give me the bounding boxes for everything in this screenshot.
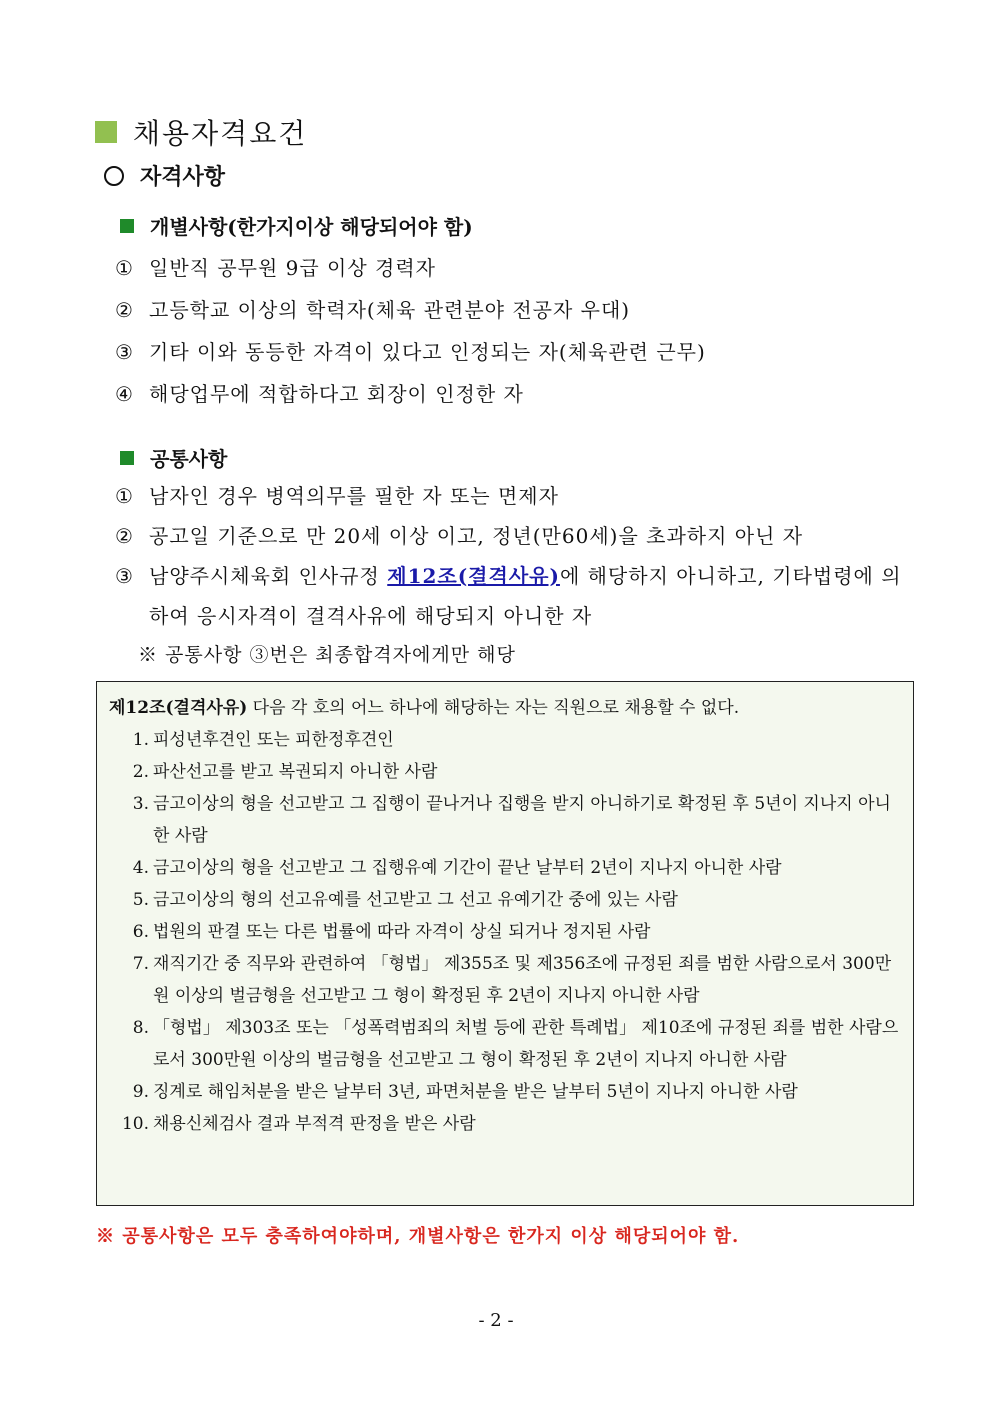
article-item <box>109 1108 899 1140</box>
individual-item <box>115 290 905 330</box>
article-item-number: 2. <box>132 762 149 782</box>
article-item-text: 금고이상의 형을 선고받고 그 집행이 끝나거나 집행을 받지 아니하기로 확정된 후 5년이 지나지 아니한 사람 <box>153 794 891 846</box>
item-number: ② <box>115 524 134 548</box>
article-item-text: 피성년후견인 또는 피한정후견인 <box>153 730 394 750</box>
article-item <box>109 916 899 948</box>
individual-heading <box>120 211 473 240</box>
footer-note: ※ 공통사항은 모두 충족하여야하며, 개별사항은 한가지 이상 해당되어야 함. <box>96 1226 740 1247</box>
article-item-text: 재직기간 중 직무와 관련하여 「형법」 제355조 및 제356조에 규정된 죄를 범한 사람으로서 300만원 이상의 벌금형을 선고받고 그 형이 확정된 후 2년이 지나지 아니한 사람 <box>153 954 892 1006</box>
page-title <box>95 112 307 152</box>
item-text: 기타 이와 동등한 자격이 있다고 인정되는 자(체육관련 근무) <box>149 340 706 364</box>
article-item-text: 징계로 해임처분을 받은 날부터 3년, 파면처분을 받은 날부터 5년이 지나지 아니한 사람 <box>153 1082 798 1102</box>
article-list <box>109 724 899 1140</box>
article-item <box>109 724 899 756</box>
article-item-number: 7. <box>132 954 149 974</box>
item-text: 남자인 경우 병역의무를 필한 자 또는 면제자 <box>149 484 559 508</box>
common-heading-text: 공통사항 <box>150 447 228 471</box>
article-item-number: 8. <box>132 1018 149 1038</box>
common-heading <box>120 443 227 472</box>
individual-item <box>115 248 905 288</box>
item-text: 해당업무에 적합하다고 회장이 인정한 자 <box>149 382 524 406</box>
page-number: - 2 - <box>478 1310 514 1331</box>
article-item <box>109 852 899 884</box>
item-text: 일반직 공무원 9급 이상 경력자 <box>149 256 436 280</box>
square-bullet-icon <box>120 219 134 233</box>
individual-item <box>115 332 905 372</box>
section-heading <box>104 160 225 191</box>
article-heading-rest: 다음 각 호의 어느 하나에 해당하는 자는 직원으로 채용할 수 없다. <box>247 698 740 718</box>
article-item <box>109 1076 899 1108</box>
article-item <box>109 756 899 788</box>
common-item <box>115 556 905 636</box>
circle-icon <box>104 166 124 186</box>
article-item-text: 금고이상의 형을 선고받고 그 집행유예 기간이 끝난 날부터 2년이 지나지 아니한 사람 <box>153 858 782 878</box>
item-number: ② <box>115 298 134 322</box>
article-item <box>109 788 899 852</box>
item-number: ④ <box>115 382 134 406</box>
article-heading-bold: 제12조(결격사유) <box>109 698 248 718</box>
article-item-number: 4. <box>132 858 149 878</box>
article-item-number: 1. <box>132 730 149 750</box>
article-item-text: 채용신체검사 결과 부적격 판정을 받은 사람 <box>153 1114 476 1134</box>
individual-item <box>115 374 905 414</box>
item-number: ① <box>115 484 134 508</box>
article-12-link[interactable]: 제12조(결격사유) <box>387 564 560 588</box>
page-title-text: 채용자격요건 <box>133 117 308 150</box>
item-text: 고등학교 이상의 학력자(체육 관련분야 전공자 우대) <box>149 298 631 322</box>
item-number: ③ <box>115 564 134 588</box>
article-item-number: 9. <box>132 1082 149 1102</box>
article-item-number: 6. <box>132 922 149 942</box>
article-item-text: 파산선고를 받고 복권되지 아니한 사람 <box>153 762 438 782</box>
article-item-text: 「형법」 제303조 또는 「성폭력범죄의 처벌 등에 관한 특례법」 제10조에 규정된 죄를 범한 사람으로서 300만원 이상의 벌금형을 선고받고 그 형이 확정된 후 2년이 지나지 아니한 사람 <box>153 1018 899 1070</box>
common-item <box>115 476 905 516</box>
article-item-text: 법원의 판결 또는 다른 법률에 따라 자격이 상실 되거나 정지된 사람 <box>153 922 651 942</box>
article-heading <box>109 692 899 724</box>
item-text <box>149 556 905 636</box>
article-item-number: 5. <box>132 890 149 910</box>
item-number: ① <box>115 256 134 280</box>
article-item-text: 금고이상의 형의 선고유예를 선고받고 그 선고 유예기간 중에 있는 사람 <box>153 890 678 910</box>
article-item-number: 3. <box>132 794 149 814</box>
article-item <box>109 884 899 916</box>
article-item <box>109 948 899 1012</box>
common-note: ※ 공통사항 ③번은 최종합격자에게만 해당 <box>138 644 516 666</box>
article-box <box>96 681 914 1206</box>
item-text-after: 에 해당하지 아니하고, 기타법령에 의하여 응시자격이 결격사유에 해당되지 아니한 자 <box>149 564 902 628</box>
article-item <box>109 1012 899 1076</box>
item-text-before: 남양주시체육회 인사규정 <box>149 564 388 588</box>
article-item-number: 10. <box>121 1114 149 1134</box>
green-square-icon <box>95 121 117 143</box>
item-number: ③ <box>115 340 134 364</box>
item-text: 공고일 기준으로 만 20세 이상 이고, 정년(만60세)을 초과하지 아닌 자 <box>149 524 804 548</box>
common-item <box>115 516 905 556</box>
section-heading-text: 자격사항 <box>140 164 226 190</box>
square-bullet-icon <box>120 451 134 465</box>
individual-heading-text: 개별사항(한가지이상 해당되어야 함) <box>150 215 473 239</box>
